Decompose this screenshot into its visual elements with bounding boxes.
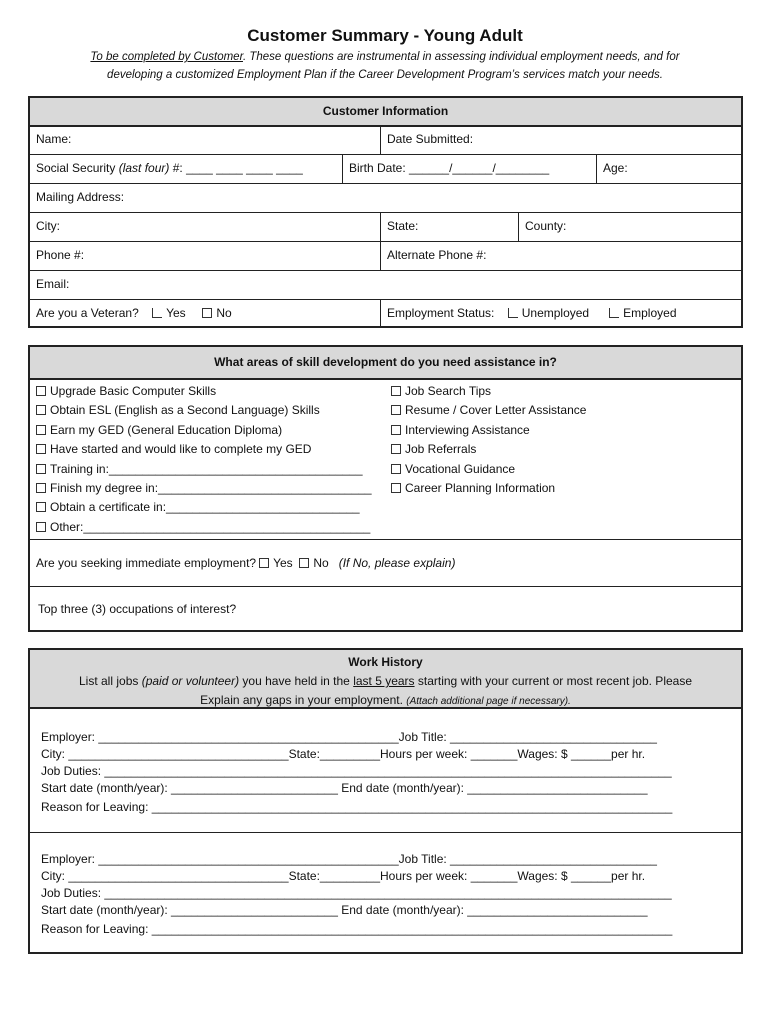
row-phone [30,241,741,271]
subtitle-underlined: To be completed by Customer [90,51,243,63]
name-field[interactable]: Name: [36,132,72,146]
unemployed-label: Unemployed [521,306,590,320]
unemployed-checkbox[interactable] [508,308,518,318]
row-seeking-employment [30,539,741,587]
job1-reason-line[interactable]: Reason for Leaving: ______________________________________________________________________________ [41,800,673,814]
veteran-no-checkbox[interactable] [202,308,212,318]
top-occupations-field[interactable]: Top three (3) occupations of interest? [38,602,237,616]
skill-right-label: Job Referrals [405,442,477,457]
skill-right-label: Career Planning Information [405,481,556,495]
employed-label: Employed [623,306,677,320]
job1-dates-line[interactable]: Start date (month/year): _________________________ End date (month/year): ___________________________ [41,781,648,795]
row-ssn [30,154,741,184]
job-entry-1 [30,709,741,833]
skill-right-checkbox[interactable] [391,405,401,415]
county-field[interactable]: County: [518,212,741,241]
skill-left-option[interactable] [36,442,311,456]
skill-right-option[interactable] [391,403,586,417]
wh-text-f: Explain any gaps in your employment. [200,693,407,707]
seeking-note: (If No, please explain) [338,556,456,570]
skill-left-checkbox[interactable] [36,483,46,493]
skill-right-label: Resume / Cover Letter Assistance [405,403,587,418]
wh-text-g: (Attach additional page if necessary). [406,696,571,707]
city-field[interactable]: City: [36,219,60,233]
page-title: Customer Summary - Young Adult [247,26,523,45]
row-name [30,125,741,155]
skill-right-option[interactable] [391,384,491,398]
job-entry-2 [30,832,741,952]
veteran-no-label: No [216,306,232,320]
work-history-header [30,650,741,709]
skill-left-checkbox[interactable] [36,522,46,532]
wh-text-d: last 5 years [353,674,415,688]
ssn-italic: (last four) [118,161,170,175]
row-veteran [30,299,741,326]
job2-city-line[interactable]: City: _________________________________State:_________Hours per week: _______Wages: $ ______per hr. [41,869,646,883]
skill-left-label: Training in:______________________________________ [50,461,363,476]
seeking-no-checkbox[interactable] [299,558,309,568]
subtitle-rest: . These questions are instrumental in assessing individual employment needs, and for [242,51,680,63]
veteran-yes-checkbox[interactable] [152,308,162,318]
email-field[interactable]: Email: [36,277,70,291]
skill-left-label: Obtain ESL (English as a Second Language) Skills [50,403,320,418]
job1-city-line[interactable]: City: _________________________________State:_________Hours per week: _______Wages: $ ______per hr. [41,747,646,761]
skill-left-option[interactable] [36,403,320,417]
seeking-yes-checkbox[interactable] [259,558,269,568]
skill-left-option[interactable] [36,462,363,476]
skill-development-header: What areas of skill development do you need assistance in? [30,347,741,380]
wh-text-a: List all jobs [79,674,142,688]
employed-checkbox[interactable] [609,308,619,318]
seeking-no-label: No [313,556,329,570]
wh-text-c: you have held in the [239,674,354,688]
skill-right-checkbox[interactable] [391,483,401,493]
date-submitted-field[interactable]: Date Submitted: [380,125,741,154]
ssn-field[interactable] [30,154,342,183]
row-top-occupations [30,585,741,630]
customer-information-section [28,96,743,328]
skill-left-label: Other:___________________________________________ [50,519,371,534]
birth-date-field[interactable]: Birth Date: ______/______/________ [342,154,596,183]
skill-left-checkbox[interactable] [36,386,46,396]
skill-right-option[interactable] [391,462,515,476]
mailing-address-field[interactable]: Mailing Address: [36,190,125,204]
skill-left-checkbox[interactable] [36,502,46,512]
skill-right-label: Interviewing Assistance [405,422,530,437]
work-history-section [28,648,743,954]
skill-left-label: Obtain a certificate in:_____________________________ [50,500,360,515]
ssn-label: Social Security [36,161,119,175]
skill-right-checkbox[interactable] [391,425,401,435]
ssn-rest: #: ____ ____ ____ ____ [169,161,303,175]
skill-left-checkbox[interactable] [36,405,46,415]
alternate-phone-field[interactable]: Alternate Phone #: [380,241,741,270]
skill-left-checkbox[interactable] [36,444,46,454]
veteran-field [30,299,380,326]
wh-text-b: (paid or volunteer) [141,674,240,688]
skill-left-label: Earn my GED (General Education Diploma) [50,422,283,437]
skill-left-option[interactable] [36,481,372,495]
wh-text-e: starting with your current or most recent job. Please [414,674,692,688]
skill-right-checkbox[interactable] [391,386,401,396]
job2-dates-line[interactable]: Start date (month/year): _________________________ End date (month/year): ___________________________ [41,903,648,917]
row-email [30,270,741,300]
subtitle-line-1 [40,48,730,66]
skill-left-option[interactable] [36,500,360,514]
phone-field[interactable]: Phone #: [36,248,85,262]
job2-employer-line[interactable]: Employer: _____________________________________________Job Title: _______________________________ [41,852,657,866]
job2-reason-line[interactable]: Reason for Leaving: ______________________________________________________________________________ [41,922,673,936]
skill-right-option[interactable] [391,442,476,456]
veteran-question: Are you a Veteran? [36,306,139,320]
employment-status-field [380,299,741,326]
skill-left-label: Finish my degree in:________________________________ [50,481,372,495]
skill-left-checkbox[interactable] [36,464,46,474]
skill-left-label: Upgrade Basic Computer Skills [50,384,217,398]
skill-left-option[interactable] [36,520,370,534]
employment-status-label: Employment Status: [387,306,495,320]
work-history-title: Work History [348,655,423,669]
work-history-instruction-2 [30,691,741,711]
skill-right-checkbox[interactable] [391,444,401,454]
state-field[interactable]: State: [380,212,518,241]
age-field[interactable]: Age: [596,154,741,183]
job2-duties-line[interactable]: Job Duties: _____________________________________________________________________________________ [41,886,672,900]
skill-left-label: Have started and would like to complete my GED [50,442,312,457]
skill-left-option[interactable] [36,423,282,437]
seeking-employment-field [30,540,741,586]
job1-employer-line[interactable]: Employer: _____________________________________________Job Title: _______________________________ [41,730,657,744]
skill-right-label: Job Search Tips [405,384,492,398]
skill-right-option[interactable] [391,423,530,437]
skill-left-checkbox[interactable] [36,425,46,435]
subtitle-line-2: developing a customized Employment Plan if the Career Development Program’s services match your needs. [107,69,663,81]
veteran-yes-label: Yes [166,306,186,320]
seeking-yes-label: Yes [273,556,293,570]
job1-duties-line[interactable]: Job Duties: _____________________________________________________________________________________ [41,764,672,778]
skill-right-checkbox[interactable] [391,464,401,474]
skill-left-option[interactable] [36,384,216,398]
row-city [30,212,741,242]
skill-development-section [28,345,743,632]
row-mailing [30,183,741,213]
work-history-instruction-1 [30,672,741,691]
customer-information-header: Customer Information [30,98,741,127]
skill-right-option[interactable] [391,481,555,495]
skill-right-label: Vocational Guidance [405,461,516,476]
seeking-employment-question: Are you seeking immediate employment? [36,556,257,570]
